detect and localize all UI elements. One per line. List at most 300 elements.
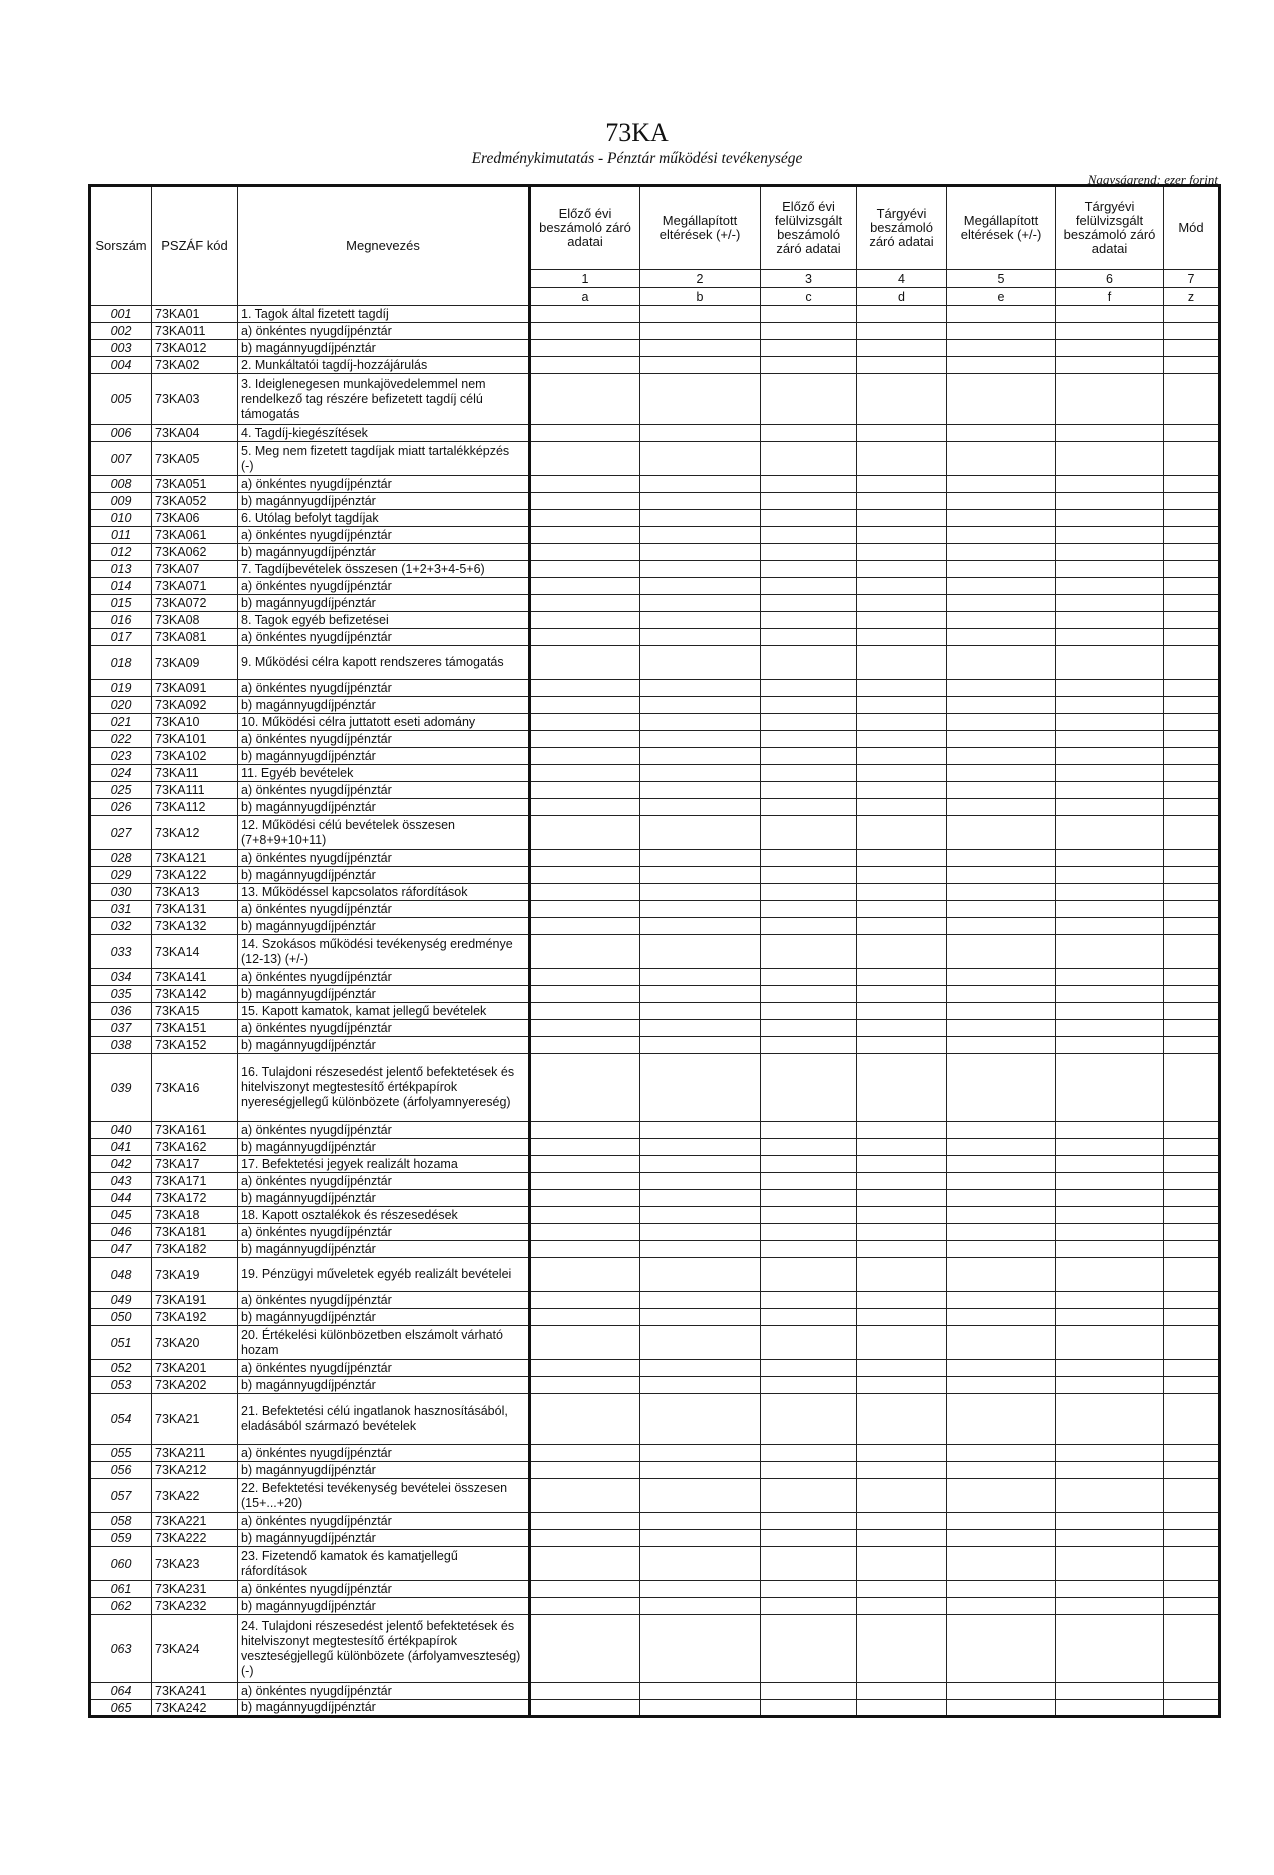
value-cell-6[interactable]	[1056, 1054, 1164, 1122]
value-cell-4[interactable]	[857, 969, 947, 986]
value-cell-4[interactable]	[857, 646, 947, 680]
value-cell-4[interactable]	[857, 1462, 947, 1479]
value-cell-6[interactable]	[1056, 1683, 1164, 1700]
value-cell-6[interactable]	[1056, 510, 1164, 527]
value-cell-7[interactable]	[1164, 1394, 1220, 1445]
value-cell-2[interactable]	[640, 561, 761, 578]
value-cell-5[interactable]	[947, 425, 1056, 442]
value-cell-5[interactable]	[947, 1700, 1056, 1717]
value-cell-1[interactable]	[530, 714, 640, 731]
value-cell-2[interactable]	[640, 544, 761, 561]
value-cell-4[interactable]	[857, 1207, 947, 1224]
value-cell-7[interactable]	[1164, 1700, 1220, 1717]
value-cell-2[interactable]	[640, 1445, 761, 1462]
value-cell-5[interactable]	[947, 527, 1056, 544]
value-cell-1[interactable]	[530, 1037, 640, 1054]
value-cell-5[interactable]	[947, 1479, 1056, 1513]
value-cell-3[interactable]	[761, 527, 857, 544]
value-cell-3[interactable]	[761, 1190, 857, 1207]
value-cell-4[interactable]	[857, 1700, 947, 1717]
value-cell-6[interactable]	[1056, 816, 1164, 850]
value-cell-2[interactable]	[640, 646, 761, 680]
value-cell-6[interactable]	[1056, 1445, 1164, 1462]
value-cell-2[interactable]	[640, 1224, 761, 1241]
value-cell-5[interactable]	[947, 1190, 1056, 1207]
value-cell-1[interactable]	[530, 799, 640, 816]
value-cell-6[interactable]	[1056, 306, 1164, 323]
value-cell-6[interactable]	[1056, 476, 1164, 493]
value-cell-3[interactable]	[761, 578, 857, 595]
value-cell-6[interactable]	[1056, 1156, 1164, 1173]
value-cell-1[interactable]	[530, 1292, 640, 1309]
value-cell-4[interactable]	[857, 1156, 947, 1173]
value-cell-1[interactable]	[530, 1326, 640, 1360]
value-cell-3[interactable]	[761, 1207, 857, 1224]
value-cell-2[interactable]	[640, 1530, 761, 1547]
value-cell-1[interactable]	[530, 748, 640, 765]
value-cell-2[interactable]	[640, 1700, 761, 1717]
value-cell-7[interactable]	[1164, 1513, 1220, 1530]
value-cell-5[interactable]	[947, 1139, 1056, 1156]
value-cell-4[interactable]	[857, 629, 947, 646]
value-cell-6[interactable]	[1056, 493, 1164, 510]
value-cell-4[interactable]	[857, 1122, 947, 1139]
value-cell-6[interactable]	[1056, 986, 1164, 1003]
value-cell-5[interactable]	[947, 748, 1056, 765]
value-cell-7[interactable]	[1164, 629, 1220, 646]
value-cell-7[interactable]	[1164, 1547, 1220, 1581]
value-cell-1[interactable]	[530, 782, 640, 799]
value-cell-7[interactable]	[1164, 1020, 1220, 1037]
value-cell-5[interactable]	[947, 1581, 1056, 1598]
value-cell-6[interactable]	[1056, 1258, 1164, 1292]
value-cell-1[interactable]	[530, 901, 640, 918]
value-cell-6[interactable]	[1056, 680, 1164, 697]
value-cell-1[interactable]	[530, 476, 640, 493]
value-cell-6[interactable]	[1056, 765, 1164, 782]
value-cell-1[interactable]	[530, 1173, 640, 1190]
value-cell-7[interactable]	[1164, 306, 1220, 323]
value-cell-1[interactable]	[530, 935, 640, 969]
value-cell-4[interactable]	[857, 680, 947, 697]
value-cell-1[interactable]	[530, 544, 640, 561]
value-cell-2[interactable]	[640, 1377, 761, 1394]
value-cell-1[interactable]	[530, 1241, 640, 1258]
value-cell-3[interactable]	[761, 935, 857, 969]
value-cell-5[interactable]	[947, 1173, 1056, 1190]
value-cell-1[interactable]	[530, 1190, 640, 1207]
value-cell-5[interactable]	[947, 782, 1056, 799]
value-cell-7[interactable]	[1164, 323, 1220, 340]
value-cell-2[interactable]	[640, 425, 761, 442]
value-cell-6[interactable]	[1056, 1003, 1164, 1020]
value-cell-4[interactable]	[857, 1054, 947, 1122]
value-cell-2[interactable]	[640, 1462, 761, 1479]
value-cell-7[interactable]	[1164, 731, 1220, 748]
value-cell-6[interactable]	[1056, 1513, 1164, 1530]
value-cell-1[interactable]	[530, 374, 640, 425]
value-cell-5[interactable]	[947, 1241, 1056, 1258]
value-cell-2[interactable]	[640, 884, 761, 901]
value-cell-5[interactable]	[947, 510, 1056, 527]
value-cell-4[interactable]	[857, 1139, 947, 1156]
value-cell-3[interactable]	[761, 765, 857, 782]
value-cell-4[interactable]	[857, 1173, 947, 1190]
value-cell-5[interactable]	[947, 493, 1056, 510]
value-cell-5[interactable]	[947, 1615, 1056, 1683]
value-cell-7[interactable]	[1164, 918, 1220, 935]
value-cell-1[interactable]	[530, 918, 640, 935]
value-cell-6[interactable]	[1056, 612, 1164, 629]
value-cell-4[interactable]	[857, 1615, 947, 1683]
value-cell-6[interactable]	[1056, 1122, 1164, 1139]
value-cell-7[interactable]	[1164, 1207, 1220, 1224]
value-cell-4[interactable]	[857, 1190, 947, 1207]
value-cell-3[interactable]	[761, 901, 857, 918]
value-cell-4[interactable]	[857, 731, 947, 748]
value-cell-7[interactable]	[1164, 1462, 1220, 1479]
value-cell-1[interactable]	[530, 323, 640, 340]
value-cell-2[interactable]	[640, 782, 761, 799]
value-cell-1[interactable]	[530, 340, 640, 357]
value-cell-1[interactable]	[530, 697, 640, 714]
value-cell-2[interactable]	[640, 1513, 761, 1530]
value-cell-1[interactable]	[530, 867, 640, 884]
value-cell-2[interactable]	[640, 680, 761, 697]
value-cell-3[interactable]	[761, 1700, 857, 1717]
value-cell-3[interactable]	[761, 1173, 857, 1190]
value-cell-7[interactable]	[1164, 374, 1220, 425]
value-cell-4[interactable]	[857, 1258, 947, 1292]
value-cell-6[interactable]	[1056, 1700, 1164, 1717]
value-cell-2[interactable]	[640, 1122, 761, 1139]
value-cell-2[interactable]	[640, 1598, 761, 1615]
value-cell-1[interactable]	[530, 1122, 640, 1139]
value-cell-7[interactable]	[1164, 442, 1220, 476]
value-cell-3[interactable]	[761, 986, 857, 1003]
value-cell-1[interactable]	[530, 510, 640, 527]
value-cell-1[interactable]	[530, 493, 640, 510]
value-cell-4[interactable]	[857, 1598, 947, 1615]
value-cell-3[interactable]	[761, 561, 857, 578]
value-cell-5[interactable]	[947, 1156, 1056, 1173]
value-cell-1[interactable]	[530, 1615, 640, 1683]
value-cell-7[interactable]	[1164, 1479, 1220, 1513]
value-cell-3[interactable]	[761, 510, 857, 527]
value-cell-4[interactable]	[857, 578, 947, 595]
value-cell-4[interactable]	[857, 935, 947, 969]
value-cell-7[interactable]	[1164, 357, 1220, 374]
value-cell-4[interactable]	[857, 527, 947, 544]
value-cell-7[interactable]	[1164, 1173, 1220, 1190]
value-cell-4[interactable]	[857, 1326, 947, 1360]
value-cell-3[interactable]	[761, 782, 857, 799]
value-cell-4[interactable]	[857, 1003, 947, 1020]
value-cell-1[interactable]	[530, 357, 640, 374]
value-cell-6[interactable]	[1056, 646, 1164, 680]
value-cell-2[interactable]	[640, 1326, 761, 1360]
value-cell-5[interactable]	[947, 374, 1056, 425]
value-cell-5[interactable]	[947, 1530, 1056, 1547]
value-cell-2[interactable]	[640, 1683, 761, 1700]
value-cell-1[interactable]	[530, 1513, 640, 1530]
value-cell-2[interactable]	[640, 799, 761, 816]
value-cell-4[interactable]	[857, 1530, 947, 1547]
value-cell-6[interactable]	[1056, 731, 1164, 748]
value-cell-5[interactable]	[947, 323, 1056, 340]
value-cell-5[interactable]	[947, 476, 1056, 493]
value-cell-7[interactable]	[1164, 510, 1220, 527]
value-cell-6[interactable]	[1056, 1173, 1164, 1190]
value-cell-5[interactable]	[947, 1513, 1056, 1530]
value-cell-6[interactable]	[1056, 1326, 1164, 1360]
value-cell-4[interactable]	[857, 1224, 947, 1241]
value-cell-1[interactable]	[530, 1156, 640, 1173]
value-cell-3[interactable]	[761, 493, 857, 510]
value-cell-4[interactable]	[857, 1309, 947, 1326]
value-cell-1[interactable]	[530, 527, 640, 544]
value-cell-3[interactable]	[761, 850, 857, 867]
value-cell-7[interactable]	[1164, 901, 1220, 918]
value-cell-6[interactable]	[1056, 850, 1164, 867]
value-cell-5[interactable]	[947, 544, 1056, 561]
value-cell-5[interactable]	[947, 646, 1056, 680]
value-cell-3[interactable]	[761, 1326, 857, 1360]
value-cell-1[interactable]	[530, 629, 640, 646]
value-cell-2[interactable]	[640, 986, 761, 1003]
value-cell-1[interactable]	[530, 969, 640, 986]
value-cell-3[interactable]	[761, 969, 857, 986]
value-cell-7[interactable]	[1164, 1054, 1220, 1122]
value-cell-2[interactable]	[640, 1241, 761, 1258]
value-cell-3[interactable]	[761, 697, 857, 714]
value-cell-2[interactable]	[640, 1547, 761, 1581]
value-cell-3[interactable]	[761, 1020, 857, 1037]
value-cell-1[interactable]	[530, 731, 640, 748]
value-cell-4[interactable]	[857, 986, 947, 1003]
value-cell-3[interactable]	[761, 323, 857, 340]
value-cell-7[interactable]	[1164, 1598, 1220, 1615]
value-cell-2[interactable]	[640, 1581, 761, 1598]
value-cell-4[interactable]	[857, 697, 947, 714]
value-cell-2[interactable]	[640, 969, 761, 986]
value-cell-3[interactable]	[761, 476, 857, 493]
value-cell-2[interactable]	[640, 1615, 761, 1683]
value-cell-6[interactable]	[1056, 969, 1164, 986]
value-cell-4[interactable]	[857, 595, 947, 612]
value-cell-1[interactable]	[530, 561, 640, 578]
value-cell-3[interactable]	[761, 1258, 857, 1292]
value-cell-2[interactable]	[640, 1479, 761, 1513]
value-cell-4[interactable]	[857, 884, 947, 901]
value-cell-7[interactable]	[1164, 578, 1220, 595]
value-cell-5[interactable]	[947, 816, 1056, 850]
value-cell-7[interactable]	[1164, 986, 1220, 1003]
value-cell-1[interactable]	[530, 595, 640, 612]
value-cell-5[interactable]	[947, 884, 1056, 901]
value-cell-2[interactable]	[640, 306, 761, 323]
value-cell-7[interactable]	[1164, 1445, 1220, 1462]
value-cell-5[interactable]	[947, 1054, 1056, 1122]
value-cell-3[interactable]	[761, 1394, 857, 1445]
value-cell-3[interactable]	[761, 1360, 857, 1377]
value-cell-6[interactable]	[1056, 935, 1164, 969]
value-cell-7[interactable]	[1164, 1258, 1220, 1292]
value-cell-7[interactable]	[1164, 1003, 1220, 1020]
value-cell-7[interactable]	[1164, 1683, 1220, 1700]
value-cell-1[interactable]	[530, 1598, 640, 1615]
value-cell-3[interactable]	[761, 425, 857, 442]
value-cell-3[interactable]	[761, 1037, 857, 1054]
value-cell-6[interactable]	[1056, 1530, 1164, 1547]
value-cell-5[interactable]	[947, 612, 1056, 629]
value-cell-5[interactable]	[947, 765, 1056, 782]
value-cell-4[interactable]	[857, 714, 947, 731]
value-cell-4[interactable]	[857, 612, 947, 629]
value-cell-1[interactable]	[530, 1394, 640, 1445]
value-cell-4[interactable]	[857, 1241, 947, 1258]
value-cell-6[interactable]	[1056, 323, 1164, 340]
value-cell-6[interactable]	[1056, 782, 1164, 799]
value-cell-4[interactable]	[857, 918, 947, 935]
value-cell-4[interactable]	[857, 1292, 947, 1309]
value-cell-4[interactable]	[857, 476, 947, 493]
value-cell-7[interactable]	[1164, 1326, 1220, 1360]
value-cell-6[interactable]	[1056, 1377, 1164, 1394]
value-cell-7[interactable]	[1164, 340, 1220, 357]
value-cell-2[interactable]	[640, 918, 761, 935]
value-cell-4[interactable]	[857, 782, 947, 799]
value-cell-7[interactable]	[1164, 1377, 1220, 1394]
value-cell-1[interactable]	[530, 986, 640, 1003]
value-cell-4[interactable]	[857, 323, 947, 340]
value-cell-4[interactable]	[857, 1020, 947, 1037]
value-cell-3[interactable]	[761, 680, 857, 697]
value-cell-6[interactable]	[1056, 884, 1164, 901]
value-cell-6[interactable]	[1056, 442, 1164, 476]
value-cell-1[interactable]	[530, 1003, 640, 1020]
value-cell-3[interactable]	[761, 1581, 857, 1598]
value-cell-1[interactable]	[530, 1530, 640, 1547]
value-cell-7[interactable]	[1164, 425, 1220, 442]
value-cell-5[interactable]	[947, 1292, 1056, 1309]
value-cell-5[interactable]	[947, 629, 1056, 646]
value-cell-6[interactable]	[1056, 1241, 1164, 1258]
value-cell-5[interactable]	[947, 1309, 1056, 1326]
value-cell-2[interactable]	[640, 697, 761, 714]
value-cell-7[interactable]	[1164, 782, 1220, 799]
value-cell-1[interactable]	[530, 1207, 640, 1224]
value-cell-5[interactable]	[947, 935, 1056, 969]
value-cell-4[interactable]	[857, 561, 947, 578]
value-cell-7[interactable]	[1164, 476, 1220, 493]
value-cell-4[interactable]	[857, 748, 947, 765]
value-cell-1[interactable]	[530, 1445, 640, 1462]
value-cell-3[interactable]	[761, 1615, 857, 1683]
value-cell-2[interactable]	[640, 731, 761, 748]
value-cell-3[interactable]	[761, 867, 857, 884]
value-cell-2[interactable]	[640, 1139, 761, 1156]
value-cell-7[interactable]	[1164, 1241, 1220, 1258]
value-cell-6[interactable]	[1056, 527, 1164, 544]
value-cell-3[interactable]	[761, 544, 857, 561]
value-cell-6[interactable]	[1056, 1462, 1164, 1479]
value-cell-5[interactable]	[947, 969, 1056, 986]
value-cell-3[interactable]	[761, 1003, 857, 1020]
value-cell-7[interactable]	[1164, 527, 1220, 544]
value-cell-4[interactable]	[857, 816, 947, 850]
value-cell-3[interactable]	[761, 374, 857, 425]
value-cell-4[interactable]	[857, 1445, 947, 1462]
value-cell-5[interactable]	[947, 1037, 1056, 1054]
value-cell-4[interactable]	[857, 1479, 947, 1513]
value-cell-4[interactable]	[857, 1377, 947, 1394]
value-cell-4[interactable]	[857, 493, 947, 510]
value-cell-7[interactable]	[1164, 748, 1220, 765]
value-cell-7[interactable]	[1164, 1581, 1220, 1598]
value-cell-2[interactable]	[640, 850, 761, 867]
value-cell-7[interactable]	[1164, 1224, 1220, 1241]
value-cell-1[interactable]	[530, 1309, 640, 1326]
value-cell-1[interactable]	[530, 884, 640, 901]
value-cell-4[interactable]	[857, 799, 947, 816]
value-cell-5[interactable]	[947, 340, 1056, 357]
value-cell-6[interactable]	[1056, 799, 1164, 816]
value-cell-2[interactable]	[640, 816, 761, 850]
value-cell-6[interactable]	[1056, 1598, 1164, 1615]
value-cell-4[interactable]	[857, 442, 947, 476]
value-cell-1[interactable]	[530, 1700, 640, 1717]
value-cell-5[interactable]	[947, 1394, 1056, 1445]
value-cell-4[interactable]	[857, 1037, 947, 1054]
value-cell-6[interactable]	[1056, 544, 1164, 561]
value-cell-6[interactable]	[1056, 629, 1164, 646]
value-cell-3[interactable]	[761, 1462, 857, 1479]
value-cell-1[interactable]	[530, 1360, 640, 1377]
value-cell-5[interactable]	[947, 1360, 1056, 1377]
value-cell-2[interactable]	[640, 442, 761, 476]
value-cell-2[interactable]	[640, 1258, 761, 1292]
value-cell-2[interactable]	[640, 867, 761, 884]
value-cell-2[interactable]	[640, 1207, 761, 1224]
value-cell-2[interactable]	[640, 1003, 761, 1020]
value-cell-2[interactable]	[640, 1292, 761, 1309]
value-cell-3[interactable]	[761, 1377, 857, 1394]
value-cell-3[interactable]	[761, 306, 857, 323]
value-cell-5[interactable]	[947, 799, 1056, 816]
value-cell-3[interactable]	[761, 1547, 857, 1581]
value-cell-1[interactable]	[530, 1683, 640, 1700]
value-cell-6[interactable]	[1056, 561, 1164, 578]
value-cell-3[interactable]	[761, 1139, 857, 1156]
value-cell-1[interactable]	[530, 1054, 640, 1122]
value-cell-7[interactable]	[1164, 1615, 1220, 1683]
value-cell-5[interactable]	[947, 1224, 1056, 1241]
value-cell-7[interactable]	[1164, 884, 1220, 901]
value-cell-7[interactable]	[1164, 1309, 1220, 1326]
value-cell-3[interactable]	[761, 646, 857, 680]
value-cell-7[interactable]	[1164, 493, 1220, 510]
value-cell-5[interactable]	[947, 1258, 1056, 1292]
value-cell-5[interactable]	[947, 850, 1056, 867]
value-cell-3[interactable]	[761, 731, 857, 748]
value-cell-5[interactable]	[947, 1207, 1056, 1224]
value-cell-1[interactable]	[530, 1581, 640, 1598]
value-cell-1[interactable]	[530, 765, 640, 782]
value-cell-5[interactable]	[947, 561, 1056, 578]
value-cell-2[interactable]	[640, 527, 761, 544]
value-cell-4[interactable]	[857, 1513, 947, 1530]
